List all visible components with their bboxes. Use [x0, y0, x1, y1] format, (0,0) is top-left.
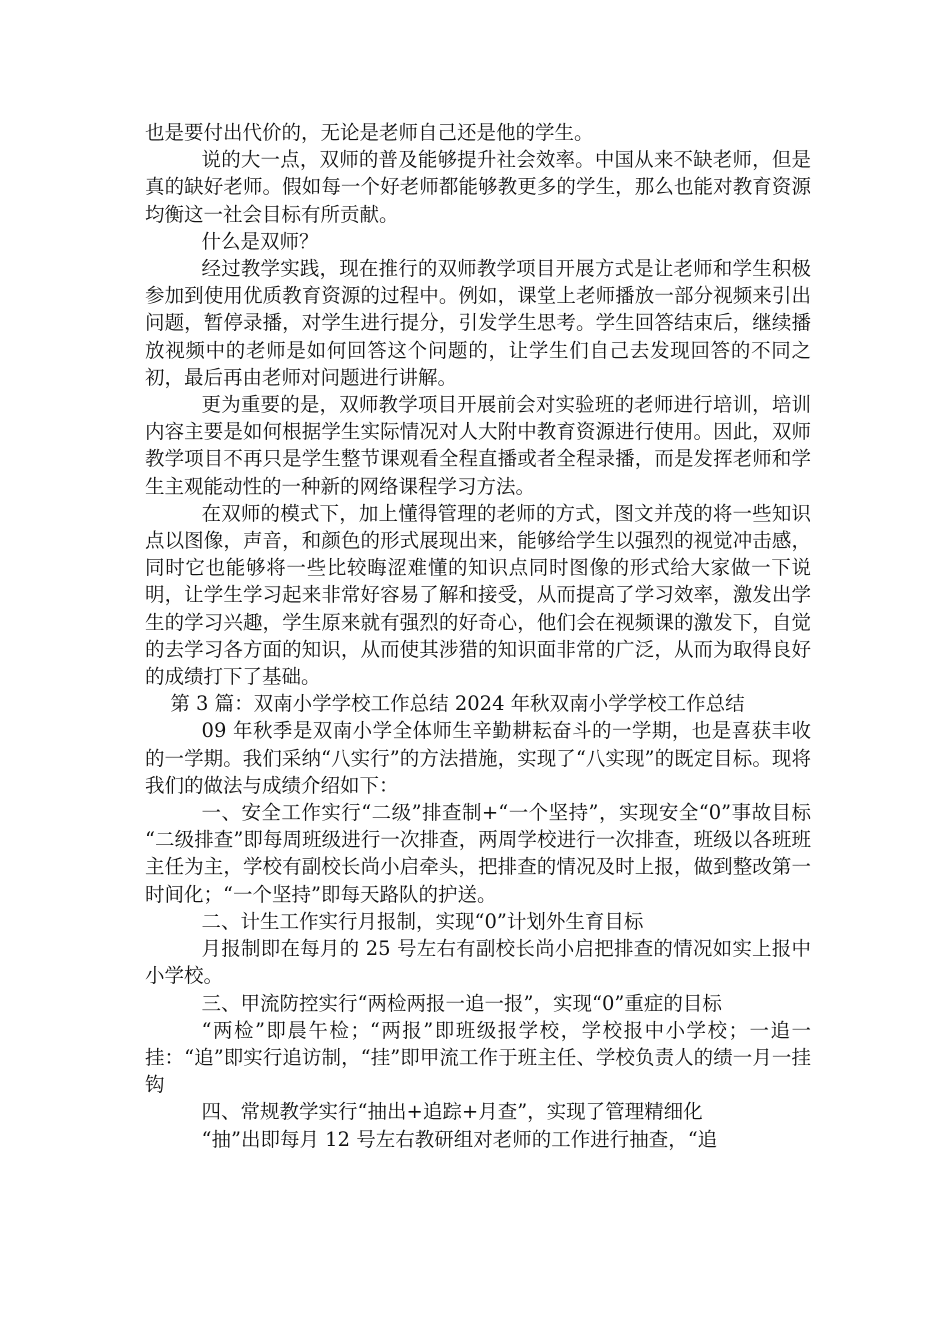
paragraph-3: 什么是双师？ [201, 229, 319, 253]
document-page [145, 119, 811, 1153]
paragraph-15: “抽”出即每月 12 号左右教研组对老师的工作进行抽查，“追 [201, 1127, 718, 1151]
paragraph-11: 月报制即在每月的 25 号左右有副校长尚小启把排查的情况如实上报中小学校。 [145, 937, 811, 988]
paragraph-2: 说的大一点，双师的普及能够提升社会效率。中国从来不缺老师，但是真的缺好老师。假如每一个好老师都能够教更多的学生，那么也能对教育资源均衡这一社会目标有所贡献。 [145, 148, 811, 226]
paragraph-4: 经过教学实践，现在推行的双师教学项目开展方式是让老师和学生积极参加到使用优质教育资源的过程中。例如，课堂上老师播放一部分视频来引出问题，暂停录播，对学生进行提分，引发学生思考。学生回答结束后，继续播放视频中的老师是如何回答这个问题的，让学生们自己去发现回答的不同之初，最后再由老师对问题进行讲解。 [145, 257, 811, 389]
paragraph-9: 一、安全工作实行“二级”排查制+“一个坚持”，实现安全“0”事故目标 “二级排查”即每周班级进行一次排查，两周学校进行一次排查，班级以各班班主任为主，学校有副校长尚小启牵头，把排查的情况及时上报，做到整改第一时间化；“一个坚持”即每天路队的护送。 [145, 801, 811, 906]
paragraph-14: 四、常规教学实行“抽出+追踪+月查”，实现了管理精细化 [201, 1100, 703, 1124]
section-heading: 第 3 篇：双南小学学校工作总结 2024 年秋双南小学学校工作总结 [170, 692, 745, 716]
paragraph-5: 更为重要的是，双师教学项目开展前会对实验班的老师进行培训，培训内容主要是如何根据学生实际情况对人大附中教育资源进行使用。因此，双师教学项目不再只是学生整节课观看全程直播或者全程录播，而是发挥老师和学生主观能动性的一种新的网络课程学习方法。 [145, 393, 811, 498]
paragraph-12: 三、甲流防控实行“两检两报一追一报”，实现“0”重症的目标 [201, 991, 722, 1015]
paragraph-1: 也是要付出代价的，无论是老师自己还是他的学生。 [145, 121, 594, 144]
paragraph-13: “两检”即晨午检；“两报”即班级报学校，学校报中小学校；一追一挂：“追”即实行追访制，“挂”即甲流工作于班主任、学校负责人的绩一月一挂钩 [145, 1018, 811, 1097]
paragraph-6: 在双师的模式下，加上懂得管理的老师的方式，图文并茂的将一些知识点以图像，声音，和颜色的形式展现出来，能够给学生以强烈的视觉冲击感，同时它也能够将一些比较晦涩难懂的知识点同时图像的形式给大家做一下说明，让学生学习起来非常好容易了解和接受，从而提高了学习效率，激发出学生的学习兴趣，学生原来就有强烈的好奇心，他们会在视频课的激发下，自觉的去学习各方面的知识，从而使其涉猎的知识面非常的广泛，从而为取得良好的成绩打下了基础。 [145, 501, 811, 689]
paragraph-8: 09 年秋季是双南小学全体师生辛勤耕耘奋斗的一学期，也是喜获丰收的一学期。我们采纳“八实行”的方法措施，实现了“八实现”的既定目标。现将我们的做法与成绩介绍如下： [145, 719, 811, 797]
paragraph-10: 二、计生工作实行月报制，实现“0”计划外生育目标 [201, 909, 644, 933]
